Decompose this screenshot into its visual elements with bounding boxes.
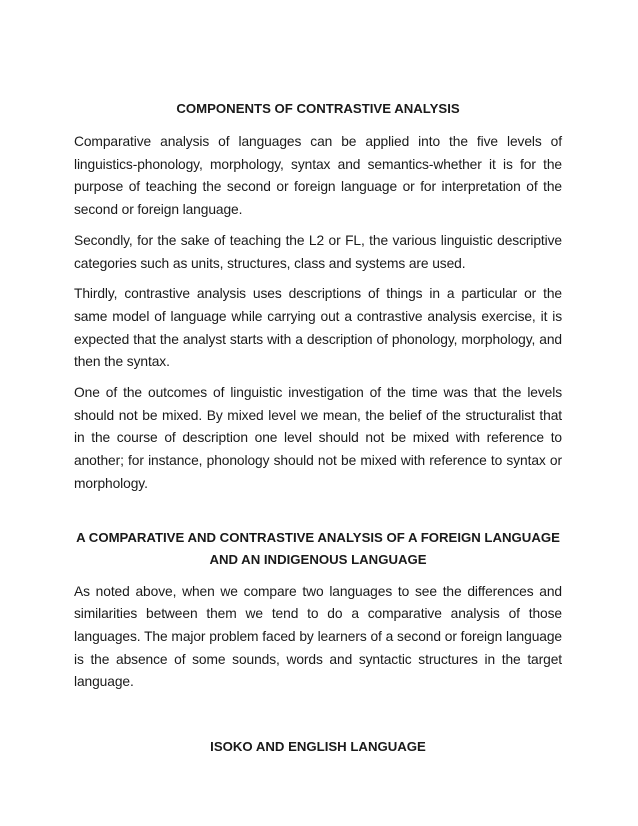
heading-components: COMPONENTS OF CONTRASTIVE ANALYSIS (176, 101, 460, 116)
heading-comparative-contrastive: A COMPARATIVE AND CONTRASTIVE ANALYSIS OF A FOREIGN LANGUAGE AND AN INDIGENOUS LANGUAGE (76, 529, 560, 567)
paragraph-as-noted: As noted above, when we compare two languages to see the differences and similarities between them we tend to do a comparative analysis of those languages. The major problem faced by learners of a second or foreign language is the absence of some sounds, words and syntactic structures in the target language. (74, 583, 562, 690)
heading-isoko-english: ISOKO AND ENGLISH LANGUAGE (210, 739, 426, 755)
document-page (74, 98, 562, 758)
paragraph-thirdly: Thirdly, contrastive analysis uses descriptions of things in a particular or the same model of language while carrying out a contrastive analysis exercise, it is expected that the analyst starts with a description of phonology, morphology, and then the syntax. (74, 286, 562, 370)
paragraph-secondly: Secondly, for the sake of teaching the L2 or FL, the various linguistic descriptive categories such as units, structures, class and systems are used. (74, 232, 562, 271)
paragraph-outcomes: One of the outcomes of linguistic investigation of the time was that the levels should not be mixed. By mixed level we mean, the belief of the structuralist that in the course of description one level should not be mixed with reference to another; for instance, phonology should not be mixed with reference to syntax or morphology. (74, 385, 562, 491)
paragraph-comparative-analysis: Comparative analysis of languages can be applied into the five levels of linguistics-phonology, morphology, syntax and semantics-whether it is for the purpose of teaching the second or foreign language or for interpretation of the second or foreign language. (74, 134, 562, 218)
